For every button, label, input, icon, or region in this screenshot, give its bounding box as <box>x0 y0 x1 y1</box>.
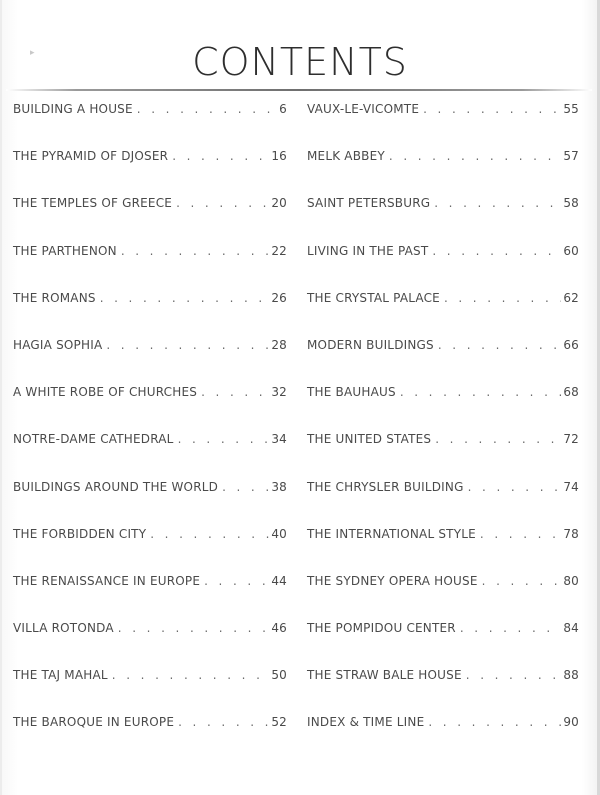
toc-entry-title: BUILDING A HOUSE <box>13 102 133 116</box>
toc-entry-title: THE ROMANS <box>13 290 96 305</box>
toc-entry[interactable] <box>13 621 287 668</box>
toc-entry-page-number: 60 <box>563 243 579 258</box>
toc-entry-title: THE BAROQUE IN EUROPE <box>13 715 175 730</box>
toc-entry-title: THE PYRAMID OF DJOSER <box>13 149 169 164</box>
toc-entry-page-number: 16 <box>271 149 287 164</box>
toc-entry-title: THE PARTHENON <box>13 243 117 258</box>
toc-entry[interactable] <box>307 385 579 432</box>
dot-leader <box>389 149 561 163</box>
toc-entry[interactable] <box>307 715 579 762</box>
print-mark-icon: ▸ <box>30 48 35 58</box>
toc-entry-title: THE FORBIDDEN CITY <box>13 526 147 541</box>
toc-entry-title: VILLA ROTONDA <box>13 621 114 636</box>
toc-entry-page-number: 34 <box>271 432 287 447</box>
toc-entry-title: INDEX & TIME LINE <box>307 715 425 730</box>
toc-entry-title: HAGIA SOPHIA <box>13 337 103 352</box>
dot-leader <box>121 244 270 258</box>
toc-entry-title: THE STRAW BALE HOUSE <box>307 668 462 683</box>
dot-leader <box>137 102 277 116</box>
toc-entry-page-number: 52 <box>271 715 287 730</box>
toc-entry-page-number: 80 <box>563 573 579 588</box>
dot-leader <box>222 480 269 494</box>
toc-entry-page-number: 78 <box>563 526 579 541</box>
toc-entry-page-number: 57 <box>563 149 579 164</box>
toc-entry-title: MODERN BUILDINGS <box>307 337 434 352</box>
toc-entry[interactable] <box>307 338 579 385</box>
dot-leader <box>438 338 561 352</box>
toc-entry-page-number: 84 <box>563 621 579 636</box>
dot-leader <box>435 432 561 446</box>
dot-leader <box>176 196 269 210</box>
toc-entry-page-number: 26 <box>271 290 287 305</box>
toc-entry-page-number: 90 <box>563 715 579 730</box>
toc-entry-page-number: 40 <box>271 526 287 541</box>
dot-leader <box>444 291 561 305</box>
toc-entry[interactable] <box>307 668 579 715</box>
toc-entry-page-number: 32 <box>271 385 287 400</box>
dot-leader <box>400 385 562 399</box>
dot-leader <box>150 527 269 541</box>
toc-entry-title: THE TEMPLES OF GREECE <box>13 196 173 211</box>
dot-leader <box>178 715 269 729</box>
toc-entry[interactable] <box>13 196 287 243</box>
dot-leader <box>201 385 269 399</box>
toc-entry[interactable] <box>13 432 287 479</box>
toc-entry[interactable] <box>307 244 579 291</box>
toc-entry-title: SAINT PETERSBURG <box>307 196 431 211</box>
toc-entry-title: THE CRYSTAL PALACE <box>307 290 440 305</box>
toc-entry[interactable] <box>307 102 579 149</box>
page-left-edge <box>0 0 2 795</box>
toc-entry-title: A WHITE ROBE OF CHURCHES <box>13 385 198 400</box>
dot-leader <box>178 432 270 446</box>
toc-entry-page-number: 58 <box>563 196 579 211</box>
title-divider <box>6 89 592 91</box>
toc-entry[interactable] <box>13 149 287 196</box>
dot-leader <box>423 102 561 116</box>
toc-entry-page-number: 74 <box>563 479 579 494</box>
toc-entry[interactable] <box>307 480 579 527</box>
toc-entry-page-number: 38 <box>271 479 287 494</box>
toc-entry-title: VAUX-LE-VICOMTE <box>307 102 420 116</box>
toc-entry[interactable] <box>307 432 579 479</box>
toc-entry[interactable] <box>13 527 287 574</box>
toc-entry[interactable] <box>13 291 287 338</box>
contents-column-right <box>307 102 579 763</box>
dot-leader <box>112 668 270 682</box>
toc-entry-page-number: 68 <box>563 385 579 400</box>
toc-entry-page-number: 55 <box>563 102 579 116</box>
toc-entry-page-number: 22 <box>271 243 287 258</box>
toc-entry[interactable] <box>13 385 287 432</box>
toc-entry-title: MELK ABBEY <box>307 149 385 164</box>
dot-leader <box>468 480 562 494</box>
dot-leader <box>428 715 561 729</box>
toc-entry-title: THE POMPIDOU CENTER <box>307 621 456 636</box>
contents-column-left <box>13 102 287 763</box>
dot-leader <box>466 668 562 682</box>
dot-leader <box>482 574 562 588</box>
dot-leader <box>100 291 270 305</box>
toc-entry[interactable] <box>13 574 287 621</box>
toc-entry[interactable] <box>13 244 287 291</box>
toc-entry-page-number: 88 <box>563 668 579 683</box>
dot-leader <box>172 149 269 163</box>
toc-entry[interactable] <box>307 574 579 621</box>
dot-leader <box>432 244 561 258</box>
toc-entry-page-number: 44 <box>271 573 287 588</box>
toc-entry[interactable] <box>307 149 579 196</box>
dot-leader <box>434 196 561 210</box>
toc-entry[interactable] <box>307 621 579 668</box>
toc-entry-page-number: 50 <box>271 668 287 683</box>
toc-entry[interactable] <box>307 527 579 574</box>
toc-entry-title: THE BAUHAUS <box>307 385 396 400</box>
toc-entry[interactable] <box>13 102 287 149</box>
toc-entry-title: THE RENAISSANCE IN EUROPE <box>13 573 201 588</box>
toc-entry-title: THE SYDNEY OPERA HOUSE <box>307 573 478 588</box>
toc-entry[interactable] <box>307 196 579 243</box>
toc-entry-page-number: 66 <box>563 337 579 352</box>
toc-entry-title: THE UNITED STATES <box>307 432 432 447</box>
toc-entry[interactable] <box>13 338 287 385</box>
toc-entry-page-number: 20 <box>271 196 287 211</box>
dot-leader <box>460 621 561 635</box>
toc-entry-title: THE CHRYSLER BUILDING <box>307 479 464 494</box>
toc-entry-title: NOTRE-DAME CATHEDRAL <box>13 432 174 447</box>
toc-entry-page-number: 28 <box>271 337 287 352</box>
toc-entry-title: BUILDINGS AROUND THE WORLD <box>13 479 219 494</box>
dot-leader <box>480 527 561 541</box>
toc-entry[interactable] <box>13 668 287 715</box>
toc-entry-title: THE INTERNATIONAL STYLE <box>307 526 476 541</box>
dot-leader <box>118 621 270 635</box>
toc-entry[interactable] <box>13 480 287 527</box>
dot-leader <box>204 574 269 588</box>
toc-entry-page-number: 72 <box>563 432 579 447</box>
page-title: CONTENTS <box>192 40 408 84</box>
toc-entry-page-number: 46 <box>271 621 287 636</box>
toc-entry[interactable] <box>13 715 287 762</box>
toc-entry-title: LIVING IN THE PAST <box>307 243 429 258</box>
toc-entry-title: THE TAJ MAHAL <box>13 668 108 683</box>
toc-entry-page-number: 6 <box>279 102 287 116</box>
toc-entry-page-number: 62 <box>563 290 579 305</box>
toc-entry[interactable] <box>307 291 579 338</box>
dot-leader <box>106 338 269 352</box>
